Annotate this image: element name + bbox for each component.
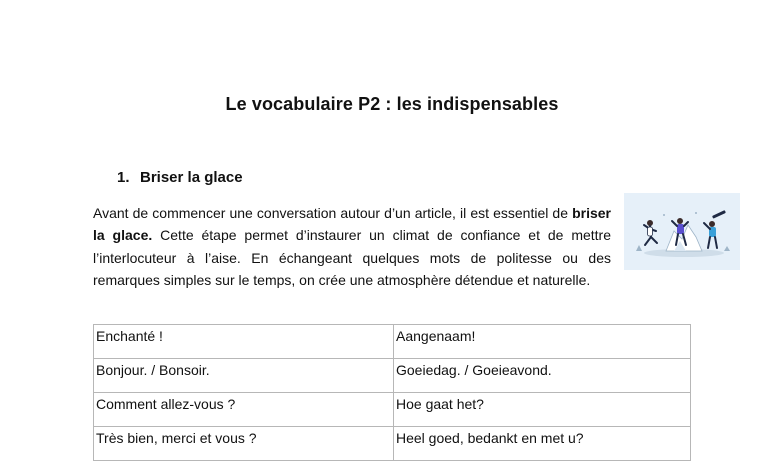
table-row bbox=[94, 393, 691, 427]
table-row bbox=[94, 427, 691, 461]
dutch-phrase-cell: Heel goed, bedankt en met u? bbox=[394, 427, 691, 461]
french-phrase-cell: Comment allez-vous ? bbox=[94, 393, 394, 427]
people-celebrating-illustration bbox=[624, 193, 740, 270]
table-row bbox=[94, 359, 691, 393]
french-phrase-cell: Enchanté ! bbox=[94, 325, 394, 359]
intro-text-end: Cette étape permet d’instaurer un climat de confiance et de mettre l’interlocuteur à l’aise. En échangeant quelques mots de politesse ou des remarques simples sur le temps, on crée une atmosphère détendue et naturelle. bbox=[93, 227, 611, 288]
intro-text-start: Avant de commencer une conversation autour d’un article, il est essentiel de bbox=[93, 205, 573, 221]
intro-bold-phrase: briser la glace. bbox=[93, 205, 611, 244]
french-phrase-cell: Bonjour. / Bonsoir. bbox=[94, 359, 394, 393]
section-heading-text: Briser la glace bbox=[140, 169, 243, 186]
french-phrase-cell: Très bien, merci et vous ? bbox=[94, 427, 394, 461]
dutch-phrase-cell: Goeiedag. / Goeieavond. bbox=[394, 359, 691, 393]
dutch-phrase-cell: Hoe gaat het? bbox=[394, 393, 691, 427]
section-heading bbox=[117, 169, 243, 186]
dutch-phrase-cell: Aangenaam! bbox=[394, 325, 691, 359]
intro-paragraph bbox=[93, 202, 611, 291]
section-number: 1. bbox=[117, 169, 130, 186]
document-title: Le vocabulaire P2 : les indispensables bbox=[225, 94, 559, 114]
vocabulary-table bbox=[93, 324, 691, 461]
illustration-image bbox=[624, 193, 740, 270]
table-row bbox=[94, 325, 691, 359]
